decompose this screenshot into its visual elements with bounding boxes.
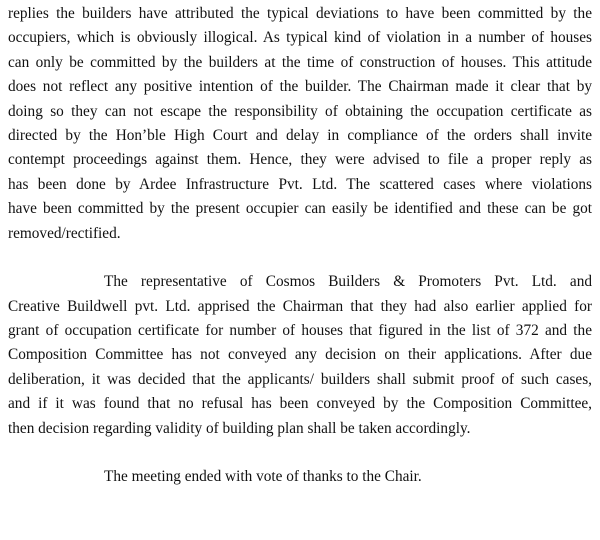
text-line: The representative of Cosmos Builders & Promoters Pvt. Ltd. and (104, 273, 592, 291)
text-line: The meeting ended with vote of thanks to the Chair. (104, 468, 422, 486)
text-line: contempt proceedings against them. Hence, they were advised to file a proper reply as (8, 151, 592, 169)
paragraph-cosmos-creative (8, 270, 592, 441)
text-line: deliberation, it was decided that the applicants/ builders shall submit proof of such cases, (8, 370, 592, 388)
text-line: doing so they can not escape the responsibility of obtaining the occupation certificate as (8, 102, 592, 120)
text-line: Creative Buildwell pvt. Ltd. apprised the Chairman that they had also earlier applied for (8, 297, 592, 315)
paragraph-builders-deviations (8, 2, 592, 246)
text-line: can only be committed by the builders at the time of construction of houses. This attitude (8, 53, 592, 71)
document-page (8, 2, 592, 490)
text-line: removed/rectified. (8, 224, 121, 242)
text-line: has been done by Ardee Infrastructure Pvt. Ltd. The scattered cases where violations (8, 175, 592, 193)
text-line: have been committed by the present occupier can easily be identified and these can be got (8, 200, 592, 218)
text-line: occupiers, which is obviously illogical. As typical kind of violation in a number of houses (8, 29, 592, 47)
text-line: and if it was found that no refusal has been conveyed by the Composition Committee, (8, 395, 592, 413)
text-line: does not reflect any positive intention of the builder. The Chairman made it clear that by (8, 78, 592, 96)
text-line: Composition Committee has not conveyed any decision on their applications. After due (8, 346, 592, 364)
closing-statement (8, 465, 592, 489)
text-line: grant of occupation certificate for number of houses that figured in the list of 372 and the (8, 322, 592, 340)
text-line: replies the builders have attributed the typical deviations to have been committed by the (8, 5, 592, 22)
text-line: directed by the Hon’ble High Court and delay in compliance of the orders shall invite (8, 126, 592, 144)
text-line: then decision regarding validity of building plan shall be taken accordingly. (8, 419, 471, 437)
